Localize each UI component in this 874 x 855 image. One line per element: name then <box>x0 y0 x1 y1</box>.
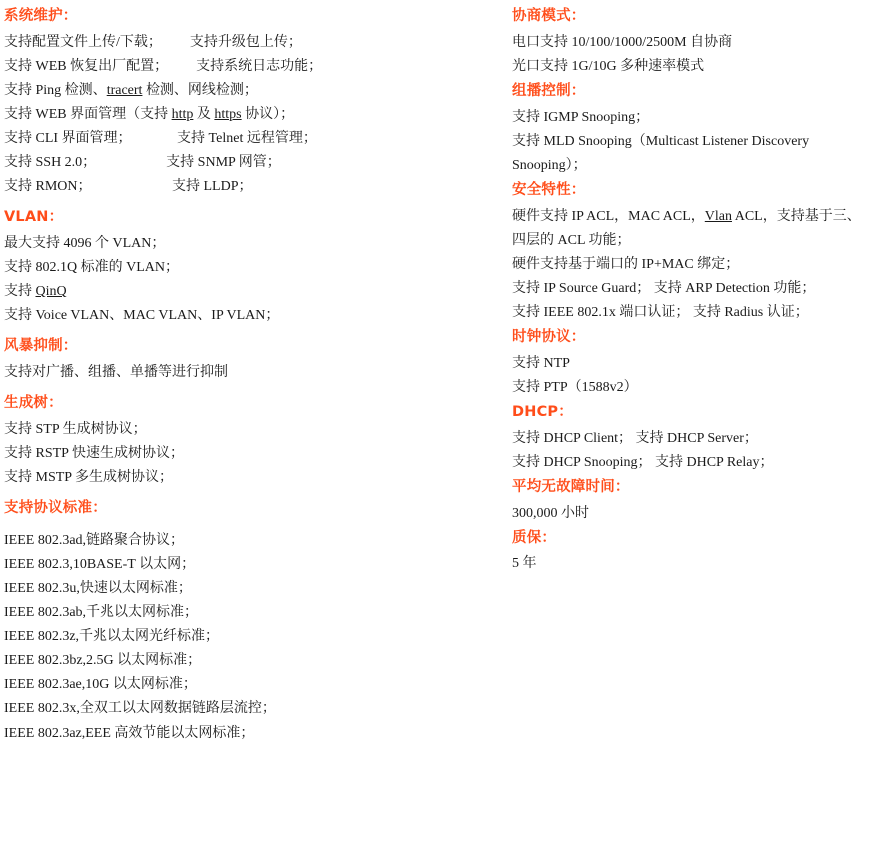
spec-line: 最大支持 4096 个 VLAN； <box>4 236 166 252</box>
spec-line: IEEE 802.3az,EEE 高效节能以太网标准； <box>4 725 255 741</box>
section-system-maintenance <box>4 6 500 199</box>
section-title: 生成树： <box>4 395 63 412</box>
spec-line: 支持配置文件上传/下载； 支持升级包上传； <box>4 34 302 50</box>
spec-line: 支持 RSTP 快速生成树协议； <box>4 446 184 462</box>
section-title: 质保： <box>512 529 557 546</box>
spec-line: IEEE 802.3ae,10G 以太网标准； <box>4 677 197 693</box>
spec-line: 支持 MLD Snooping（Multicast Listener Discovery Snooping）； <box>512 133 810 173</box>
section-title: 协商模式： <box>512 8 586 24</box>
spec-line: 支持 IEEE 802.1x 端口认证； 支持 Radius 认证； <box>512 304 809 320</box>
section-mtbf <box>504 477 874 526</box>
spec-line: 支持 NTP <box>512 355 570 371</box>
section-storm-suppression <box>4 336 500 385</box>
section-spanning-tree <box>4 393 500 490</box>
spec-line: IEEE 802.3u,快速以太网标准； <box>4 581 192 597</box>
spec-line: 支持 IP Source Guard； 支持 ARP Detection 功能； <box>512 280 816 296</box>
spec-line: IEEE 802.3z,千兆以太网光纤标准； <box>4 629 220 645</box>
spec-line: 支持 WEB 界面管理（支持 http 及 https 协议）； <box>4 106 295 122</box>
section-clock-protocol <box>504 327 874 400</box>
spec-line: 支持 WEB 恢复出厂配置； 支持系统日志功能； <box>4 58 323 74</box>
section-title: 时钟协议： <box>512 329 586 346</box>
section-protocol-standards <box>4 498 500 745</box>
right-column <box>500 0 874 579</box>
section-title: 支持协议标准： <box>4 500 107 517</box>
spec-line: 支持 CLI 界面管理； 支持 Telnet 远程管理； <box>4 131 317 147</box>
spec-line: IEEE 802.3,10BASE-T 以太网； <box>4 557 196 572</box>
spec-line: 支持 Ping 检测、tracert 检测、网线检测； <box>4 82 258 98</box>
section-security-features <box>504 180 874 325</box>
spec-line: 支持 STP 生成树协议； <box>4 421 147 437</box>
spec-line: 支持 SSH 2.0； 支持 SNMP 网管； <box>4 155 281 171</box>
spec-line: 支持 802.1Q 标准的 VLAN； <box>4 260 179 276</box>
spec-line: 支持对广播、组播、单播等进行抑制 <box>4 365 228 381</box>
spec-line: 300,000 小时 <box>512 505 589 521</box>
section-vlan <box>4 207 500 328</box>
spec-line: 支持 MSTP 多生成树协议； <box>4 470 174 486</box>
spec-line: 支持 DHCP Client； 支持 DHCP Server； <box>512 430 758 446</box>
spec-line: 支持 RMON； 支持 LLDP； <box>4 179 253 195</box>
section-warranty <box>504 528 874 577</box>
spec-line: IEEE 802.3bz,2.5G 以太网标准； <box>4 653 202 669</box>
section-dhcp <box>504 402 874 475</box>
section-title: 系统维护： <box>4 8 78 24</box>
spec-line: 光口支持 1G/10G 多种速率模式 <box>512 58 705 74</box>
section-negotiation-mode <box>504 6 874 79</box>
section-title: 安全特性： <box>512 181 586 198</box>
spec-line: 支持 DHCP Snooping； 支持 DHCP Relay； <box>512 454 774 470</box>
spec-line: IEEE 802.3ad,链路聚合协议； <box>4 532 185 548</box>
spec-line: 电口支持 10/100/1000/2500M 自协商 <box>512 34 733 50</box>
section-title: DHCP： <box>512 403 573 420</box>
spec-line: 支持 PTP（1588v2） <box>512 379 638 395</box>
section-title: 组播控制： <box>512 82 586 99</box>
spec-line: 5 年 <box>512 556 537 572</box>
spec-line: IEEE 802.3x,全双工以太网数据链路层流控； <box>4 701 276 717</box>
spec-line: 支持 Voice VLAN、MAC VLAN、IP VLAN； <box>4 308 280 324</box>
spec-line: 硬件支持 IP ACL，MAC ACL，Vlan ACL，支持基于三、四层的 ACL 功能； <box>512 208 861 248</box>
spec-line: 硬件支持基于端口的 IP+MAC 绑定； <box>512 256 740 272</box>
section-title: 风暴抑制： <box>4 338 78 355</box>
spec-line: IEEE 802.3ab,千兆以太网标准； <box>4 605 199 621</box>
section-title: 平均无故障时间： <box>512 478 630 495</box>
spec-line: 支持 QinQ <box>4 284 67 300</box>
spec-line: 支持 IGMP Snooping； <box>512 109 650 125</box>
section-title: VLAN： <box>4 209 64 226</box>
section-multicast-control <box>504 81 874 178</box>
